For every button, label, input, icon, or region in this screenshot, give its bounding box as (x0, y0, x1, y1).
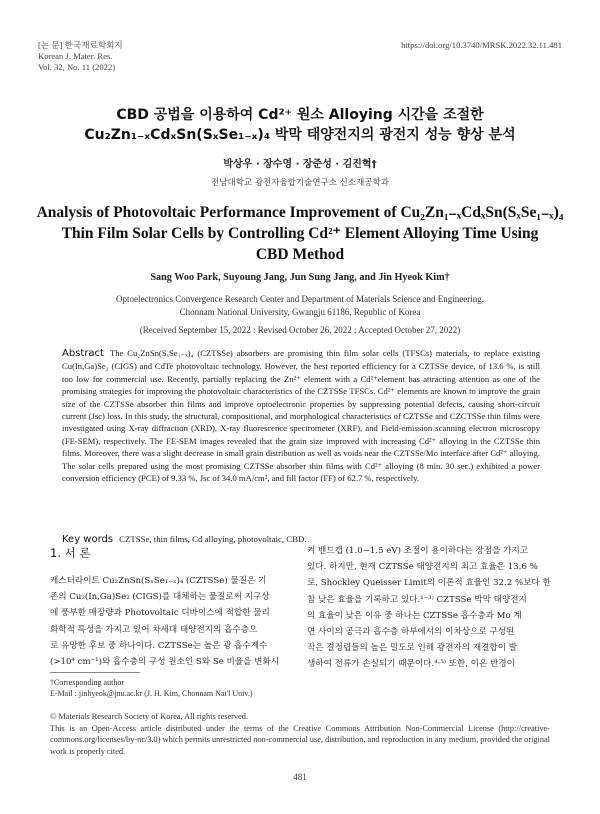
english-title-line2: Thin Film Solar Cells by Controlling Cd²⁺ Element Alloying Time Using (61, 225, 539, 242)
journal-info (38, 40, 123, 73)
keywords-text: CZTSSe, thin films, Cd alloying, photovoltaic, CBD. (119, 534, 307, 544)
body-text-line: 케스터라이트 Cu₂ZnSn(SₓSe₁₋ₓ)₄ (CZTSSe) 물질은 기 (50, 576, 267, 586)
korean-title-line2: Cu₂Zn₁₋ₓCdₓSn(SₓSe₁₋ₓ)₄ 박막 태양전지의 광전지 성능 향상 분석 (84, 127, 516, 143)
body-text-line: 존의 Cu₂(In,Ga)Se₂ (CIGS)를 대체하는 물질로써 지구상 (50, 592, 270, 603)
right-column (307, 543, 552, 673)
journal-name: [논 문] 한국재료학회지 (38, 40, 123, 50)
body-text-line: 생하여 전류가 손실되기 때문이다.⁴·⁵⁾ 또한, 이온 반경이 (307, 659, 515, 670)
english-title-line3: CBD Method (255, 246, 345, 263)
copyright-notice (50, 711, 550, 757)
left-column (50, 573, 295, 670)
english-authors: Sang Woo Park, Suyoung Jang, Jun Sung Jang, and Jin Hyeok Kim† (150, 272, 450, 283)
journal-english-name: Korean J. Mater. Res. (38, 51, 113, 61)
page-number: 481 (293, 772, 307, 782)
received-dates: (Received September 15, 2022 : Revised October 26, 2022 : Accepted October 27, 2022) (139, 325, 461, 335)
body-text-line: 의 효율이 낮은 이유 중 하나는 CZTSSe 흡수층과 Mo 계 (307, 610, 522, 621)
body-text-line: 켜 밴드갭 (1.0~1.5 eV) 조절이 용이하다는 장점을 가지고 (307, 546, 529, 556)
body-text-line: 에 풍부한 매장량과 Photovoltaic 디바이스에 적합한 물리 (50, 608, 270, 619)
body-text-line: 화학적 특성을 가지고 있어 차세대 태양전지의 흡수층으 (50, 624, 258, 635)
journal-volume: Vol. 32, No. 11 (2022) (38, 62, 116, 72)
abstract (62, 347, 540, 484)
korean-title-line1: CBD 공법을 이용하여 Cd²⁺ 원소 Alloying 시간을 조절한 (116, 107, 484, 123)
body-text-line: 로 유망한 후보 중 하나이다. CZTSSe는 높은 광 흡수계수 (50, 640, 268, 651)
english-title-line1: Analysis of Photovoltaic Performance Improvement of Cu₂Zn₁₋ₓCdₓSn(SₓSe₁₋ₓ)₄ (36, 204, 564, 221)
body-text-line: 있다. 하지만, 현재 CZTSSe 태양전지의 최고 효율은 13.6 % (307, 562, 538, 573)
license-text: This is an Open-Access article distributed under the terms of the Creative Commons Attribution Non-Commercial License (http://creative-commons.org/licenses/by-nc/3.0) which permits unrestricted non-commercial use, distribution, and reproduction in any medium, provided the original work is properly cited. (50, 723, 550, 756)
body-text-line: 작은 결정립들의 높은 밀도로 인해 광전자의 재결합이 발 (307, 643, 518, 654)
copyright-line: © Materials Research Society of Korea, All rights reserved. (50, 712, 248, 721)
abstract-label: Abstract (62, 348, 104, 359)
english-affiliation-line1: Optoelectronics Convergence Research Center and Department of Materials Science and Engineering, (116, 294, 484, 304)
section-heading: 1. 서 론 (50, 546, 91, 560)
body-text-line: (>10⁴ cm⁻¹)와 흡수층의 구성 원소인 S와 Se 비율을 변화시 (50, 657, 280, 668)
body-text-line: 로, Shockley Queisser Limit의 이론적 효율인 32.2 %보다 한 (307, 578, 551, 589)
keywords-label: Key words (62, 534, 114, 545)
doi-link[interactable]: https://doi.org/10.3740/MRSK.2022.32.11.481 (401, 40, 562, 50)
footnote-divider (50, 672, 140, 673)
body-text-line: 면 사이의 공극과 흡수층 하부에서의 이차상으로 구성된 (307, 627, 515, 638)
body-text-line: 참 낮은 효율을 기록하고 있다.¹⁻³⁾ CZTSSe 박막 태양전지 (307, 594, 527, 605)
footnote (50, 677, 252, 699)
english-affiliation-line2: Chonnam National University, Gwangju 61186, Republic of Korea (179, 307, 421, 317)
corresponding-author-note: †Corresponding author (50, 678, 124, 687)
korean-authors: 박상우 · 장수영 · 장준성 · 김진혁† (223, 159, 377, 170)
korean-affiliation: 전남대학교 광전자융합기술연구소 신소재공학과 (211, 178, 389, 188)
corresponding-email[interactable]: E-Mail : jinhyeok@jnu.ac.kr (J. H. Kim, Chonnam Nat'l Univ.) (50, 689, 253, 698)
abstract-text: The Cu₂ZnSn(SₓSe₁₋ₓ)₄ (CZTSSe) absorbers are promising thin film solar cells (TFSCs) materials, to replace existing Cu(In,Ga)Se₂ (CIGS) and CdTe photovoltaic technology. However, the best reported efficiency for a CZTSSe device, of 13.6 %, is still too low for commercial use. Recently, partially replacing the Zn²⁺ element with a Cd²⁺element has attracting attention as one of the promising strategies for improving the photovoltaic characteristics of the CZTSSe TFSCs. Cd²⁺ elements are known to improve the grain size of the CZTSSe absorber thin films and improve optoelectronic properties by suppressing potential defects, causing short-circuit current (Jsc) loss. In this study, the structural, compositional, and morphological characteristics of CZTSSe and CZCTSSe thin films were investigated using X-ray diffraction (XRD), X-ray fluorescence spectrometer (XRF), and Field-emission scanning electron microscopy (FE-SEM), respectively. The FE-SEM images revealed that the grain size improved with increasing Cd²⁺ alloying in the CZTSSe thin films. Moreover, there was a slight decrease in small grain distribution as well as voids near the CZTSSe/Mo interface after Cd²⁺ alloying. The solar cells prepared using the most promising CZTSSe absorber thin films with Cd²⁺ alloying (8 min. 30 sec.) exhibited a power conversion efficiency (PCE) of 9.33 %, Jsc of 34.0 mA/cm², and fill factor (FF) of 62.7 %, respectively. (62, 348, 540, 484)
